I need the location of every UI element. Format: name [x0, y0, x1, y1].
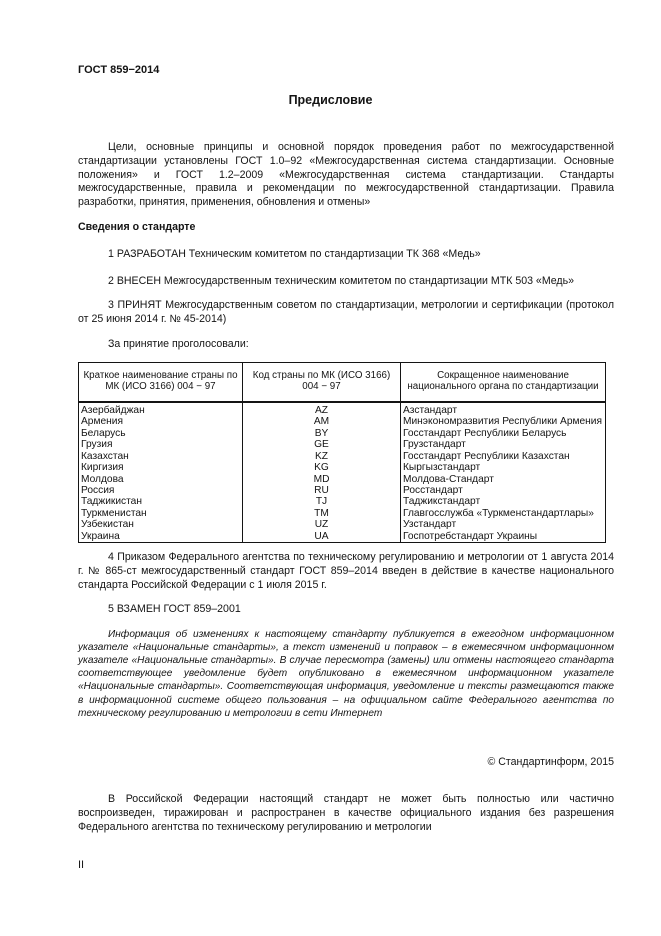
- country-name: Молдова: [79, 474, 243, 485]
- country-code: AZ: [243, 402, 401, 416]
- item-replaces: 5 ВЗАМЕН ГОСТ 859–2001: [108, 603, 241, 615]
- page-number: II: [78, 859, 85, 871]
- table-row: [79, 474, 606, 485]
- standards-body: Грузстандарт: [401, 439, 606, 450]
- country-code: BY: [243, 428, 401, 439]
- document-code-header: ГОСТ 859−2014: [78, 64, 160, 76]
- country-name: Армения: [79, 416, 243, 427]
- item-developed: 1 РАЗРАБОТАН Техническим комитетом по стандартизации ТК 368 «Медь»: [108, 248, 481, 260]
- standards-body: Госпотребстандарт Украины: [401, 531, 606, 543]
- country-name: Таджикистан: [79, 496, 243, 507]
- table-row: [79, 439, 606, 450]
- amendments-notice: Информация об изменениях к настоящему стандарту публикуется в ежегодном информационном указателе «Национальные стандарты», а текст изменений и поправок – в ежемесячном информационном указателе «Национальные стандарты». В случае пересмотра (замены) или отмены настоящего стандарта соответствующее уведомление будет опубликовано в ежемесячном информационном указателе «Национальные стандарты». Соответствующая информация, уведомление и тексты размещаются также в информационной системе общего пользования – на официальном сайте Федерального агентства по техническому регулированию и метрологии в сети Интернет: [78, 629, 614, 719]
- voting-countries-table: [78, 362, 606, 543]
- standards-body: Узстандарт: [401, 519, 606, 530]
- reproduction-rights-paragraph: В Российской Федерации настоящий стандарт не может быть полностью или частично воспроизведен, тиражирован и распространен в качестве официального издания без разрешения Федерального агентства по техническому регулированию и метрологии: [78, 793, 614, 833]
- standards-body: Молдова-Стандарт: [401, 474, 606, 485]
- table-row: [79, 416, 606, 427]
- country-code: MD: [243, 474, 401, 485]
- country-name: Украина: [79, 531, 243, 543]
- country-name: Казахстан: [79, 451, 243, 462]
- country-code: GE: [243, 439, 401, 450]
- table-header-country: Краткое наименование страны по МК (ИСО 3166) 004 − 97: [79, 363, 243, 403]
- standards-body: Росстандарт: [401, 485, 606, 496]
- table-row: [79, 462, 606, 473]
- country-code: KG: [243, 462, 401, 473]
- country-name: Азербайджан: [79, 402, 243, 416]
- country-name: Беларусь: [79, 428, 243, 439]
- standards-body: Госстандарт Республики Беларусь: [401, 428, 606, 439]
- standards-body: Минэкономразвития Республики Армения: [401, 416, 606, 427]
- standards-body: Кыргызстандарт: [401, 462, 606, 473]
- table-row: [79, 519, 606, 530]
- table-row: [79, 496, 606, 507]
- table-row: [79, 531, 606, 543]
- table-row: [79, 485, 606, 496]
- item-submitted: 2 ВНЕСЕН Межгосударственным техническим комитетом по стандартизации МТК 503 «Медь»: [108, 275, 575, 287]
- item-enacted: 4 Приказом Федерального агентства по техническому регулированию и метрологии от 1 августа 2014 г. № 865-ст межгосударственный стандарт ГОСТ 859–2014 введен в действие в качестве национального стандарта Российской Федерации с 1 июля 2015 г.: [78, 551, 614, 591]
- country-code: KZ: [243, 451, 401, 462]
- standards-body: Главгосслужба «Туркменстандартлары»: [401, 508, 606, 519]
- table-header-authority: Сокращенное наименование национального органа по стандартизации: [401, 363, 606, 403]
- country-code: RU: [243, 485, 401, 496]
- country-code: TJ: [243, 496, 401, 507]
- country-code: TM: [243, 508, 401, 519]
- standards-body: Азстандарт: [401, 402, 606, 416]
- country-name: Туркменистан: [79, 508, 243, 519]
- standards-body: Госстандарт Республики Казахстан: [401, 451, 606, 462]
- country-name: Грузия: [79, 439, 243, 450]
- voted-label: За принятие проголосовали:: [108, 338, 249, 350]
- page-title: Предисловие: [288, 93, 373, 107]
- country-code: UA: [243, 531, 401, 543]
- country-code: AM: [243, 416, 401, 427]
- table-header-code: Код страны по МК (ИСО 3166) 004 − 97: [243, 363, 401, 403]
- country-name: Киргизия: [79, 462, 243, 473]
- table-row: [79, 451, 606, 462]
- country-name: Россия: [79, 485, 243, 496]
- standards-body: Таджикстандарт: [401, 496, 606, 507]
- table-row: [79, 402, 606, 416]
- country-code: UZ: [243, 519, 401, 530]
- country-name: Узбекистан: [79, 519, 243, 530]
- intro-paragraph: Цели, основные принципы и основной порядок проведения работ по межгосударственной стандартизации установлены ГОСТ 1.0–92 «Межгосударственная система стандартизации. Основные положения» и ГОСТ 1.2–2009 «Межгосударственная система стандартизации. Стандарты межгосударственные, правила и рекомендации по межгосударственной стандартизации. Правила разработки, принятия, применения, обновления и отмены»: [78, 141, 614, 209]
- info-heading: Сведения о стандарте: [78, 221, 196, 233]
- table-row: [79, 508, 606, 519]
- item-adopted: 3 ПРИНЯТ Межгосударственным советом по стандартизации, метрологии и сертификации (протокол от 25 июня 2014 г. № 45-2014): [78, 299, 614, 325]
- table-row: [79, 428, 606, 439]
- copyright-line: © Стандартинформ, 2015: [487, 756, 614, 768]
